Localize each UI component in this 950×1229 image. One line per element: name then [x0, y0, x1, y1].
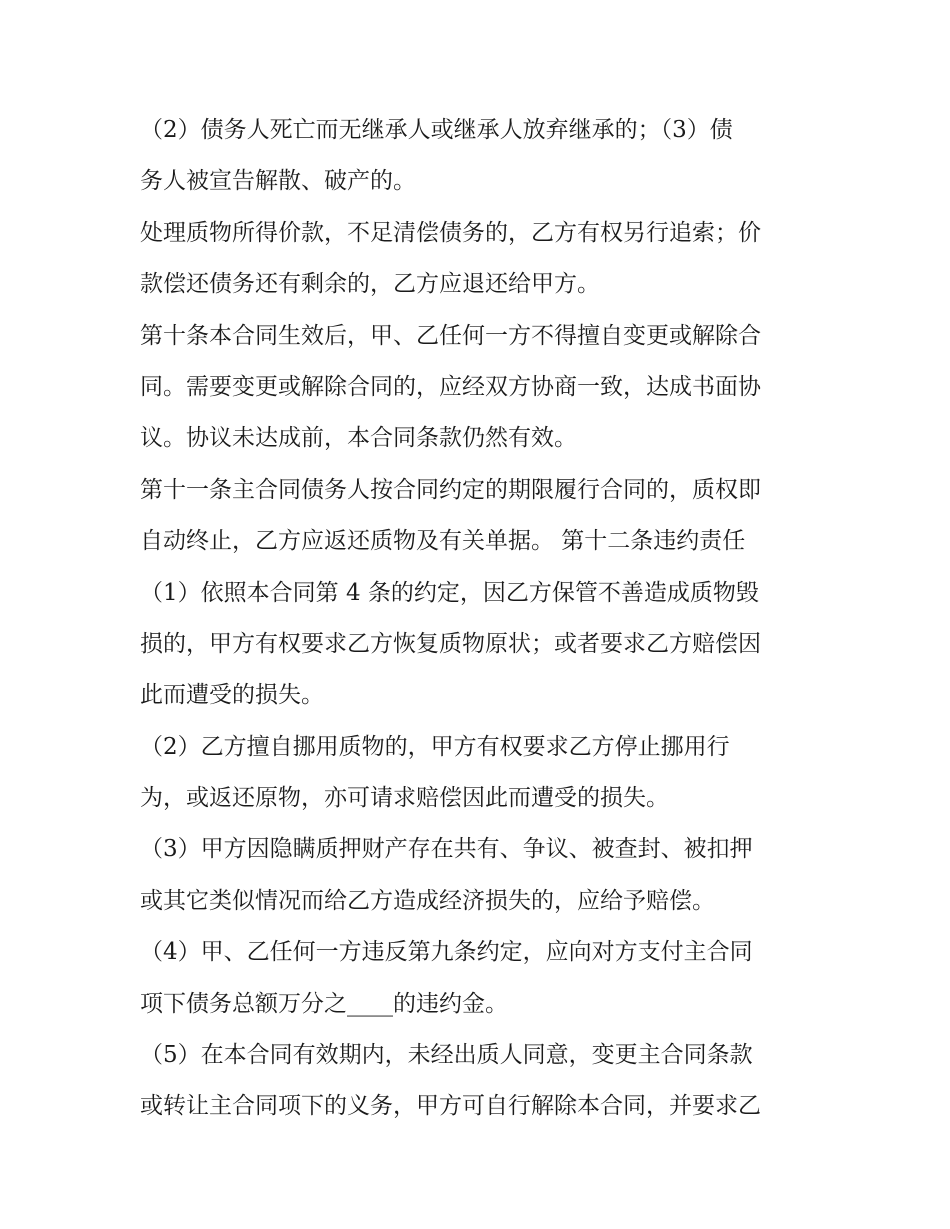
- text-line: 为，或返还原物，亦可请求赔偿因此而遭受的损失。: [140, 785, 669, 812]
- text-line: 第十条本合同生效后，甲、乙任何一方不得擅自变更或解除合: [140, 322, 761, 349]
- text-line: 此而遭受的损失。: [140, 682, 324, 709]
- text-line: 款偿还债务还有剩余的，乙方应退还给甲方。: [140, 271, 600, 298]
- text-line: （5）在本合同有效期内，未经出质人同意，变更主合同条款: [140, 1042, 753, 1069]
- text-line: 第十一条主合同债务人按合同约定的期限履行合同的，质权即: [140, 476, 761, 503]
- text-line: 议。协议未达成前，本合同条款仍然有效。: [140, 425, 577, 452]
- text-line: 或转让主合同项下的义务，甲方可自行解除本合同，并要求乙: [140, 1093, 761, 1120]
- contract-text: [140, 109, 820, 1137]
- text-line: 务人被宣告解散、破产的。: [140, 168, 416, 195]
- text-line: （3）甲方因隐瞒质押财产存在共有、争议、被查封、被扣押: [140, 836, 753, 863]
- text-line: 损的，甲方有权要求乙方恢复质物原状；或者要求乙方赔偿因: [140, 630, 761, 657]
- text-line: 项下债务总额万分之____的违约金。: [140, 990, 508, 1017]
- text-line: 或其它类似情况而给乙方造成经济损失的，应给予赔偿。: [140, 887, 715, 914]
- text-line: （2）债务人死亡而无继承人或继承人放弃继承的；（3）债: [140, 117, 733, 143]
- text-line: 同。需要变更或解除合同的，应经双方协商一致，达成书面协: [140, 373, 761, 400]
- text-line: 自动终止，乙方应返还质物及有关单据。 第十二条违约责任: [140, 528, 746, 555]
- text-line: （1）依照本合同第 4 条的约定，因乙方保管不善造成质物毁: [140, 579, 759, 606]
- text-line: 处理质物所得价款，不足清偿债务的，乙方有权另行追索；价: [140, 219, 761, 246]
- text-line: （2）乙方擅自挪用质物的，甲方有权要求乙方停止挪用行: [140, 733, 730, 760]
- text-line: （4）甲、乙任何一方违反第九条约定，应向对方支付主合同: [140, 939, 753, 966]
